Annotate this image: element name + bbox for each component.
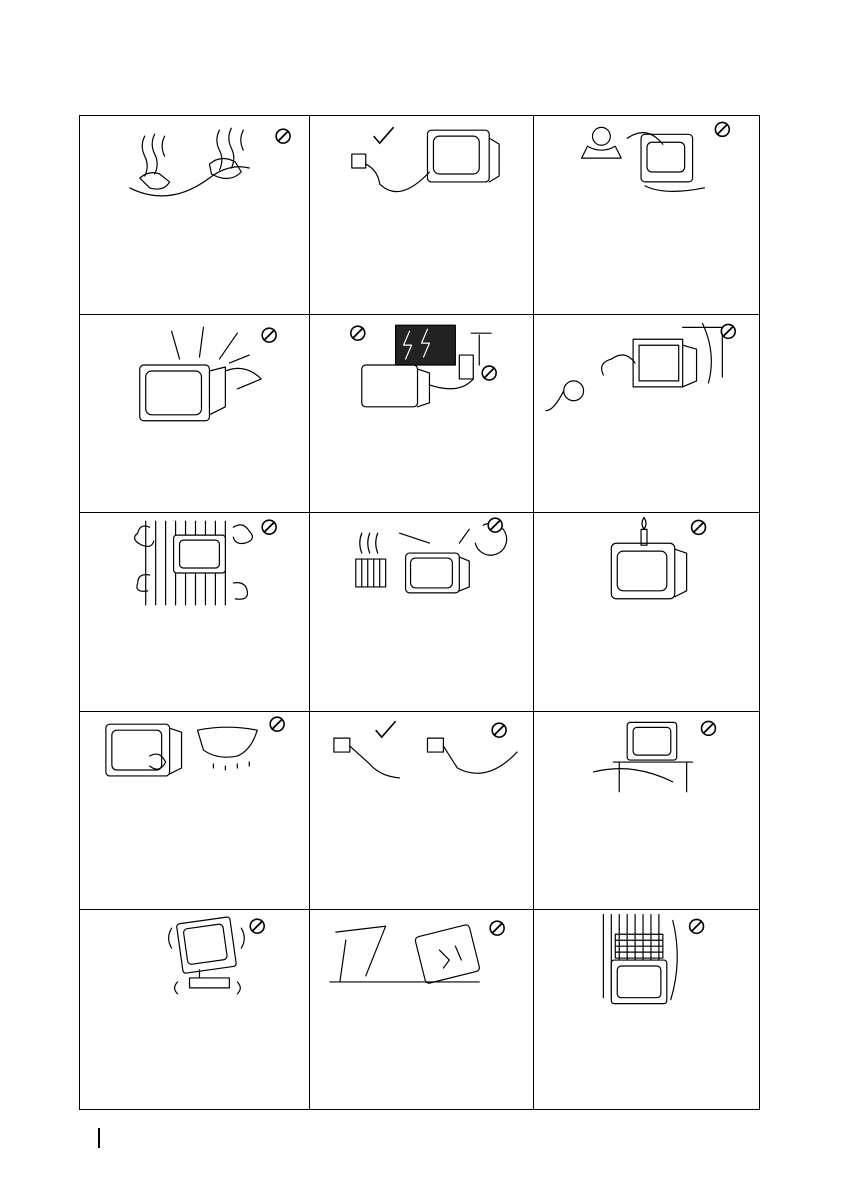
cell-objects-in-vents (80, 315, 310, 514)
wet-cloth-illustration (80, 712, 309, 822)
objects-in-vents-illustration (80, 315, 309, 425)
prohibited-icon (351, 326, 365, 340)
radiator-dust-illustration (80, 513, 309, 623)
unstable-placement-illustration (80, 910, 309, 1020)
prohibited-icon (690, 920, 704, 934)
cell-falling-tv (310, 910, 534, 1109)
cell-curtains-books-on-tv (534, 910, 759, 1109)
cell-moisture-steam (534, 315, 759, 514)
cell-unplug-cord (310, 116, 534, 315)
falling-tv-illustration (310, 910, 533, 1020)
cell-service-technician (534, 116, 759, 315)
prohibited-icon (715, 122, 729, 136)
cell-unstable-placement (80, 910, 310, 1109)
cell-candle-on-tv (534, 513, 759, 712)
prohibited-icon (488, 518, 502, 532)
cell-cord-under-stand (534, 712, 759, 911)
pull-plug-illustration (310, 712, 533, 822)
prohibited-icon (721, 324, 735, 338)
cell-radiator-dust (80, 513, 310, 712)
prohibited-icon (492, 723, 506, 737)
service-technician-illustration (534, 116, 759, 226)
cell-heat-sunlight (310, 513, 534, 712)
cell-lightning (310, 315, 534, 514)
cell-wet-cloth (80, 712, 310, 911)
curtains-books-on-tv-illustration (534, 910, 759, 1020)
cord-under-stand-illustration (534, 712, 759, 822)
prohibited-icon (702, 721, 716, 735)
prohibited-icon (692, 521, 706, 535)
cell-overloaded-outlet (80, 116, 310, 315)
candle-on-tv-illustration (534, 513, 759, 623)
prohibited-icon (276, 129, 290, 143)
checkmark-icon (376, 721, 396, 737)
lightning-illustration (310, 315, 533, 425)
unplug-cord-illustration (310, 116, 533, 226)
page-marker (98, 1128, 100, 1148)
prohibited-icon (262, 328, 276, 342)
moisture-steam-illustration (534, 315, 759, 425)
overloaded-outlet-illustration (80, 116, 309, 226)
heat-sunlight-illustration (310, 513, 533, 623)
prohibited-icon (482, 366, 496, 380)
prohibited-icon (250, 920, 264, 934)
checkmark-icon (374, 127, 394, 143)
cell-pull-plug (310, 712, 534, 911)
prohibited-icon (262, 520, 276, 534)
prohibited-icon (270, 717, 284, 731)
prohibited-icon (490, 922, 504, 936)
safety-instructions-grid (79, 115, 760, 1110)
